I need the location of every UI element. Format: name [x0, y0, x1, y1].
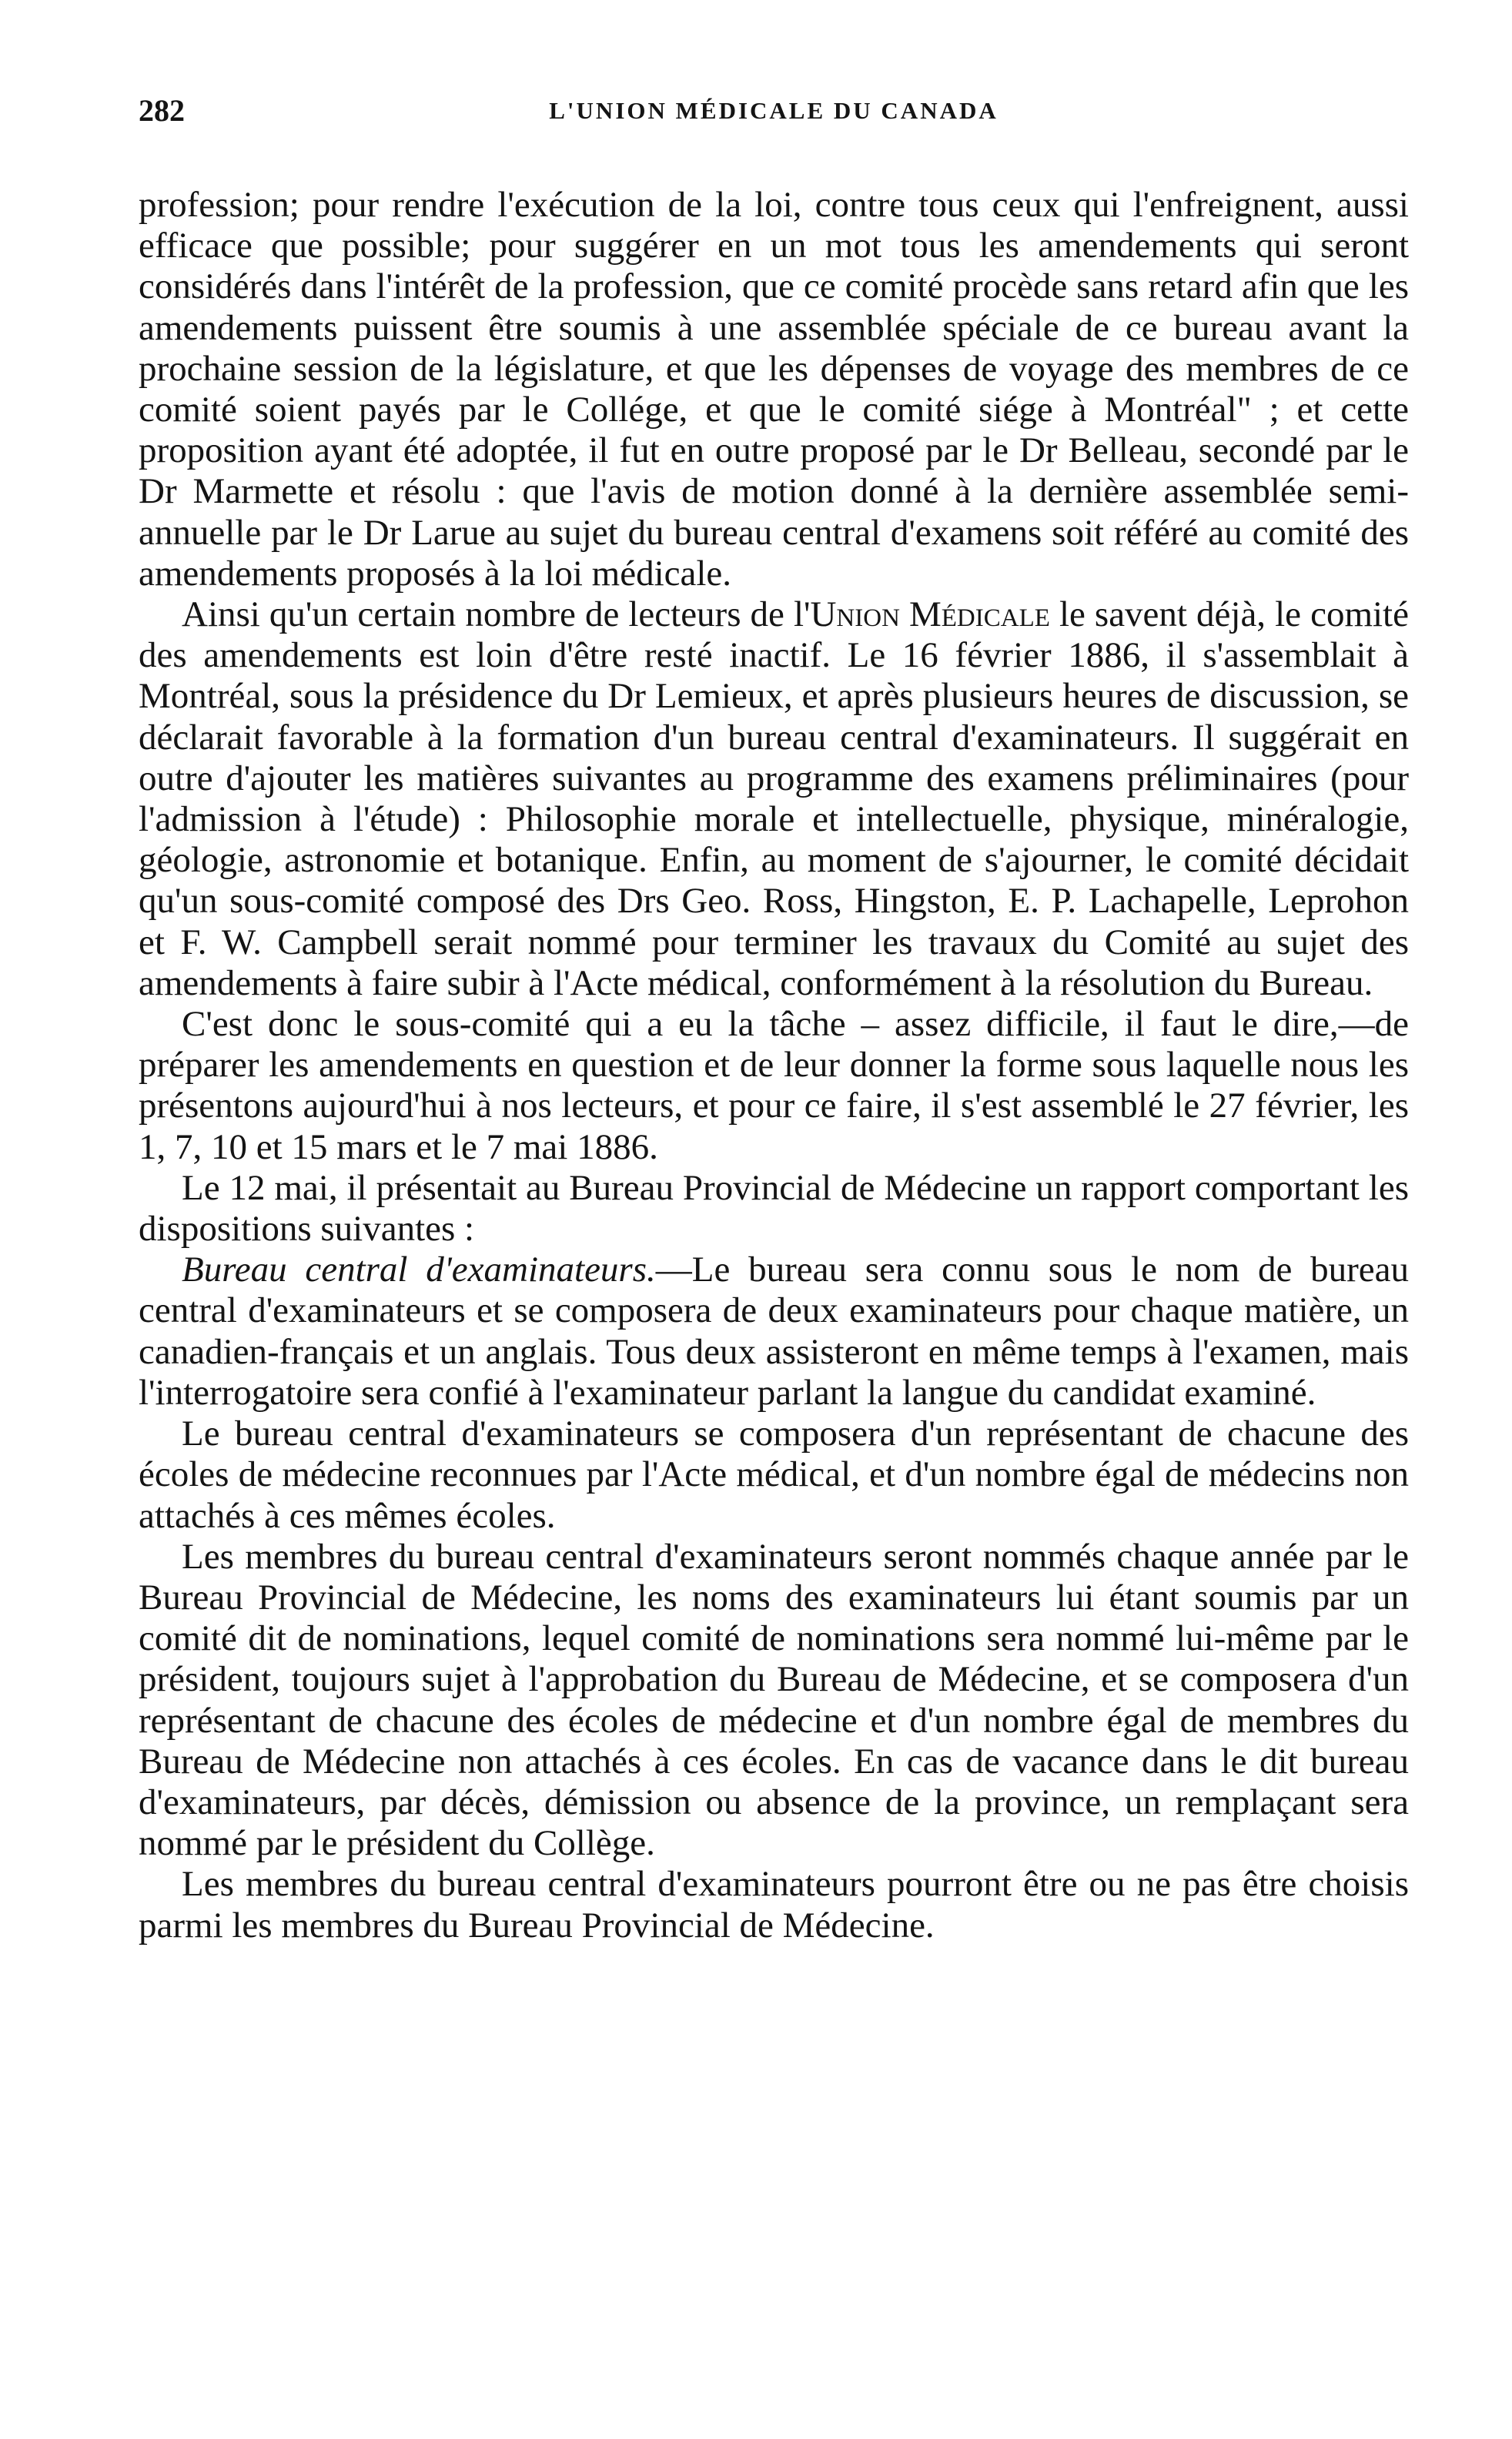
- paragraph-2-rest: le savent déjà, le comité des amendements est loin d'être resté inactif. Le 16 février 1886, il s'assemblait à Montréal, sous la présidence du Dr Lemieux, et après plusieurs heures de discussion, se déclarait favorable à la formation d'un bureau central d'examinateurs. Il suggérait en outre d'ajouter les matières suivantes au programme des examens préliminaires (pour l'admission à l'étude) : Philosophie morale et intellectuelle, physique, minéralogie, géologie, astronomie et botanique. Enfin, au moment de s'ajourner, le comité décidait qu'un sous-comité composé des Drs Geo. Ross, Hingston, E. P. Lachapelle, Leprohon et F. W. Campbell serait nommé pour terminer les travaux du Comité au sujet des amendements à faire subir à l'Acte médical, conformément à la résolution du Bureau.: [139, 594, 1409, 1003]
- running-title: L'UNION MÉDICALE DU CANADA: [549, 97, 999, 124]
- paragraph-7: Les membres du bureau central d'examinateurs seront nommés chaque année par le Bureau Provincial de Médecine, les noms des examinateurs lui étant soumis par un comité dit de nominations, lequel comité de nominations sera nommé lui-même par le président, toujours sujet à l'approbation du Bureau de Médecine, et se composera d'un représentant de chacune des écoles de médecine et d'un nombre égal de membres du Bureau de Médecine non attachés à ces écoles. En cas de vacance dans le dit bureau d'examinateurs, par décès, démission ou absence de la province, un remplaçant sera nommé par le président du Collège.: [139, 1536, 1409, 1864]
- paragraph-6: Le bureau central d'examinateurs se composera d'un représentant de chacune des écoles de médecine reconnues par l'Acte médical, et d'un nombre égal de médecins non attachés à ces mêmes écoles.: [139, 1414, 1409, 1536]
- paragraph-3: C'est donc le sous-comité qui a eu la tâche – assez difficile, il faut le dire,—de préparer les amendements en question et de leur donner la forme sous laquelle nous les présentons aujourd'hui à nos lecteurs, et pour ce faire, il s'est assemblé le 27 février, les 1, 7, 10 et 15 mars et le 7 mai 1886.: [139, 1004, 1409, 1167]
- paragraph-2: [139, 594, 1409, 1004]
- body-text: [139, 185, 1409, 1946]
- journal-name: Union Médicale: [810, 594, 1050, 635]
- section-heading-bureau-central: Bureau central d'examinateurs.: [182, 1250, 656, 1290]
- paragraph-5: [139, 1250, 1409, 1414]
- paragraph-4: Le 12 mai, il présentait au Bureau Provincial de Médecine un rapport comportant les dispositions suivantes :: [139, 1167, 1409, 1250]
- paragraph-1: profession; pour rendre l'exécution de la loi, contre tous ceux qui l'enfreignent, aussi efficace que possible; pour suggérer en un mot tous les amendements qui seront considérés dans l'intérêt de la profession, que ce comité procède sans retard afin que les amendements puissent être soumis à une assemblée spéciale de ce bureau avant la prochaine session de la législature, et que les dépenses de voyage des membres de ce comité soient payés par le Collége, et que le comité siége à Montréal" ; et cette proposition ayant été adoptée, il fut en outre proposé par le Dr Belleau, secondé par le Dr Marmette et résolu : que l'avis de motion donné à la dernière assemblée semi-annuelle par le Dr Larue au sujet du bureau central d'examens soit référé au comité des amendements proposés à la loi médicale.: [139, 185, 1409, 594]
- running-header: [139, 92, 1409, 139]
- page-number: 282: [139, 93, 185, 128]
- paragraph-5-rest: —Le bureau sera connu sous le nom de bureau central d'examinateurs et se composera de deux examinateurs pour chaque matière, un canadien-français et un anglais. Tous deux assisteront en même temps à l'examen, mais l'interrogatoire sera confié à l'examinateur parlant la langue du candidat examiné.: [139, 1250, 1409, 1413]
- paragraph-8: Les membres du bureau central d'examinateurs pourront être ou ne pas être choisis parmi les membres du Bureau Provincial de Médecine.: [139, 1864, 1409, 1946]
- document-page: [139, 92, 1409, 1946]
- paragraph-2-start: Ainsi qu'un certain nombre de lecteurs de l': [182, 594, 811, 635]
